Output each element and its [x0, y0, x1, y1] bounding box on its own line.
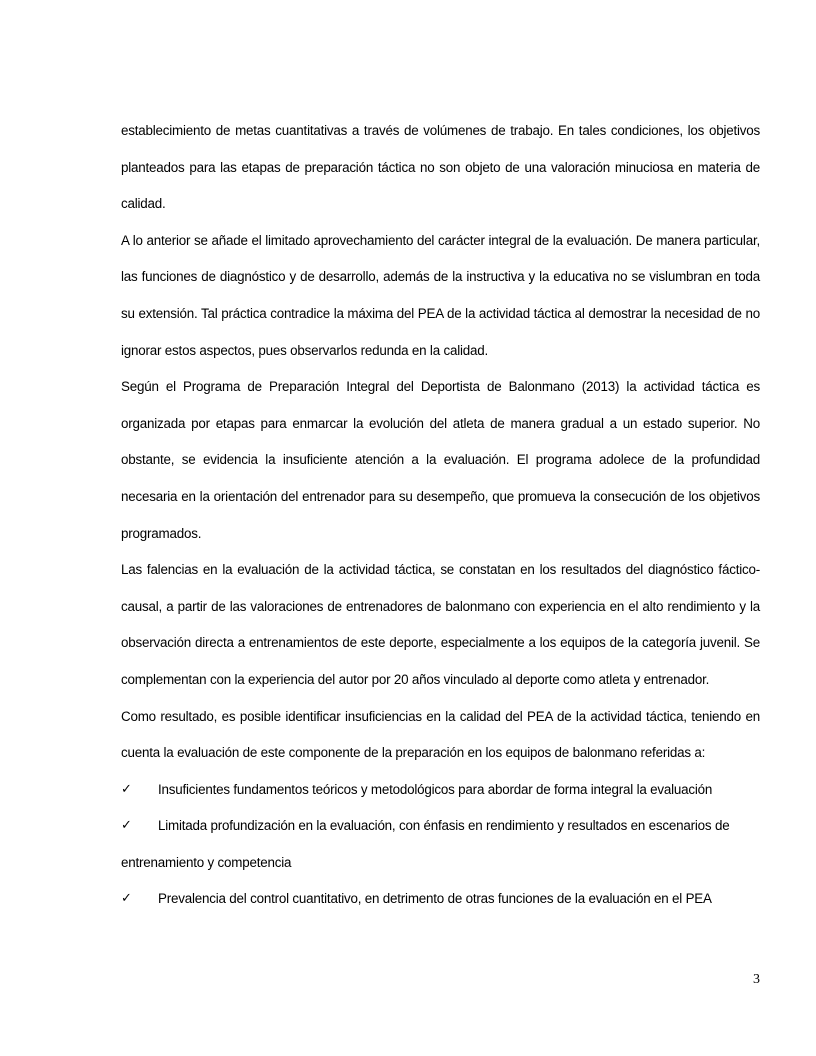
list-item — [121, 772, 760, 809]
paragraph: A lo anterior se añade el limitado aprovechamiento del carácter integral de la evaluación. De manera particular, las funciones de diagnóstico y de desarrollo, además de la instructiva y la educativa no se vislumbran en toda su extensión. Tal práctica contradice la máxima del PEA de la actividad táctica al demostrar la necesidad de no ignorar estos aspectos, pues observarlos redunda en la calidad. — [121, 232, 760, 358]
list-item-text: Limitada profundización en la evaluación, con énfasis en rendimiento y resultados en escenarios de — [158, 818, 730, 834]
checkmark-icon: ✓ — [121, 818, 132, 834]
list-item-text: Insuficientes fundamentos teóricos y metodológicos para abordar de forma integral la evaluación — [158, 781, 713, 797]
paragraph: Como resultado, es posible identificar insuficiencias en la calidad del PEA de la actividad táctica, teniendo en cuenta la evaluación de este componente de la preparación en los equipos de balonmano referidas a: — [121, 708, 760, 761]
list-item — [121, 808, 760, 881]
list-item-text: Prevalencia del control cuantitativo, en detrimento de otras funciones de la evaluación en el PEA — [158, 891, 712, 907]
document-body — [121, 113, 760, 918]
bullet-list — [121, 772, 760, 918]
paragraph: Las falencias en la evaluación de la actividad táctica, se constatan en los resultados del diagnóstico fáctico-causal, a partir de las valoraciones de entrenadores de balonmano con experiencia en el alto rendimiento y la observación directa a entrenamientos de este deporte, especialmente a los equipos de la categoría juvenil. Se complementan con la experiencia del autor por 20 años vinculado al deporte como atleta y entrenador. — [121, 562, 760, 687]
page-number: 3 — [753, 972, 760, 987]
checkmark-icon: ✓ — [121, 891, 132, 907]
paragraph: establecimiento de metas cuantitativas a través de volúmenes de trabajo. En tales condiciones, los objetivos planteados para las etapas de preparación táctica no son objeto de una valoración minuciosa en materia de calidad. — [121, 123, 760, 212]
list-item-text-continued: entrenamiento y competencia — [121, 854, 292, 870]
checkmark-icon: ✓ — [121, 781, 132, 797]
paragraph: Según el Programa de Preparación Integral del Deportista de Balonmano (2013) la actividad táctica es organizada por etapas para enmarcar la evolución del atleta de manera gradual a un estado superior. No obstante, se evidencia la insuficiente atención a la evaluación. El programa adolece de la profundidad necesaria en la orientación del entrenador para su desempeño, que promueva la consecución de los objetivos programados. — [121, 379, 760, 541]
list-item — [121, 881, 760, 918]
